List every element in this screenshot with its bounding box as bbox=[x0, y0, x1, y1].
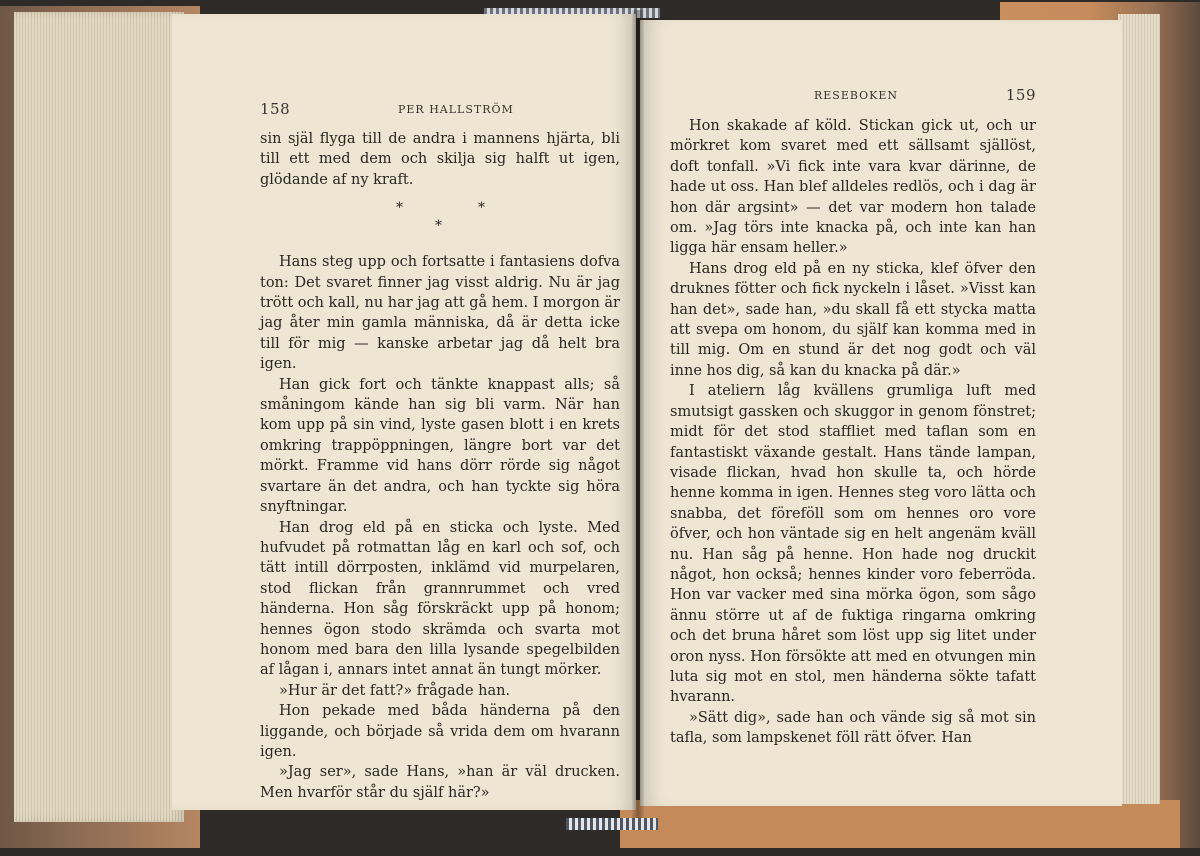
paragraph: I ateliern låg kvällens grumliga luft med smutsigt gassken och skuggor in genom fönstret; midt för det stod staffliet med taflan som en fantastiskt växande gestalt. Hans tände lampan, visade flickan, hvad hon skulle ta, och hörde henne komma in igen. Hennes steg voro lätta och snabba, det föreföll som om hennes oro vore öfver, och hon väntade sig en helt angenäm kväll nu. Han såg på henne. Hon hade nog druckit något, hon också; hennes kinder voro feberröda. Hon var vacker med sina mörka ögon, som sågo ännu större ut af de fuktiga ringarna omkring och det bruna håret som löst upp sig litet under oron nyss. Hon försökte att med en otvungen min luta sig mot en stol, men händerna sökte tafatt hvarann. bbox=[670, 383, 1036, 706]
section-separator bbox=[260, 190, 620, 236]
page-stack-right bbox=[1118, 14, 1160, 804]
paragraph: Han drog eld på en sticka och lyste. Med hufvudet på rotmattan låg en karl och sof, och tätt intill dörrposten, inklämd vid murpelaren, stod flickan från grannrummet och vred händerna. Hon såg förskräckt upp på honom; hennes ögon stodo skrämda och svarta mot honom med bara den lilla lysande spegelbilden af lågan i, annars intet annat än tungt mörker. bbox=[260, 519, 620, 679]
paragraph: Hans steg upp och fortsatte i fantasiens dofva ton: Det svaret finner jag visst aldrig. Nu är jag trött och kall, nu har jag att gå hem. I morgon är jag åter min gamla människa, då är detta icke till för mig — kanske arbetar jag då helt bra igen. bbox=[260, 254, 620, 373]
right-page bbox=[640, 20, 1122, 806]
separator-star: * bbox=[435, 218, 442, 235]
book-cover-bottom bbox=[620, 800, 1180, 848]
separator-star: * bbox=[396, 200, 403, 217]
left-page-text bbox=[260, 129, 620, 803]
right-page-number: 159 bbox=[1005, 86, 1036, 104]
paragraph: Hans drog eld på en ny sticka, klef öfver den druknes fötter och fick nyckeln i låset. »Visst kan han det», sade han, »du skall få ett stycka matta att svepa om honom, du själf kan komma med in till mig. Om en stund är det nog godt och väl inne hos dig, så kan du knacka på där.» bbox=[670, 260, 1036, 379]
right-running-head: RESEBOKEN bbox=[814, 89, 899, 102]
paragraph: sin själ flyga till de andra i mannens hjärta, bli till ett med dem och skilja sig halft ut igen, glödande af ny kraft. bbox=[260, 131, 620, 188]
left-page bbox=[172, 14, 636, 810]
left-page-number: 158 bbox=[260, 100, 291, 118]
paragraph: »Jag ser», sade Hans, »han är väl drucken. Men hvarför står du själf här?» bbox=[260, 764, 620, 801]
paragraph: Han gick fort och tänkte knappast alls; så småningom kände han sig bli varm. När han kom upp på sin vind, lyste gasen blott i en krets omkring trappöppningen, längre bort var det mörkt. Framme vid hans dörr rörde sig något svartare än det andra, och han tyckte sig höra snyftningar. bbox=[260, 376, 620, 516]
headband-bottom bbox=[566, 818, 658, 830]
page-stack-left bbox=[14, 12, 184, 822]
paragraph: Hon pekade med båda händerna på den liggande, och började så vrida dem om hvarann igen. bbox=[260, 703, 620, 760]
left-page-header bbox=[260, 100, 620, 122]
paragraph: »Sätt dig», sade han och vände sig så mot sin tafla, som lampskenet föll rätt öfver. Han bbox=[670, 709, 1036, 747]
left-running-head: PER HALLSTRÖM bbox=[398, 103, 514, 116]
paragraph: Hon skakade af köld. Stickan gick ut, och ur mörkret kom svaret med ett sällsamt själlöst, doft tonfall. »Vi fick inte vara kvar därinne, de hade ut oss. Han blef alldeles redlös, och i dag är hon där argsint» — det var modern hon talade om. »Jag törs inte knacka på, och inte kan han ligga här ensam heller.» bbox=[670, 118, 1036, 257]
paragraph: »Hur är det fatt?» frågade han. bbox=[279, 682, 511, 699]
separator-star: * bbox=[478, 200, 485, 217]
book-gutter bbox=[632, 10, 644, 820]
right-page-header bbox=[670, 86, 1036, 108]
right-page-text bbox=[670, 116, 1036, 749]
